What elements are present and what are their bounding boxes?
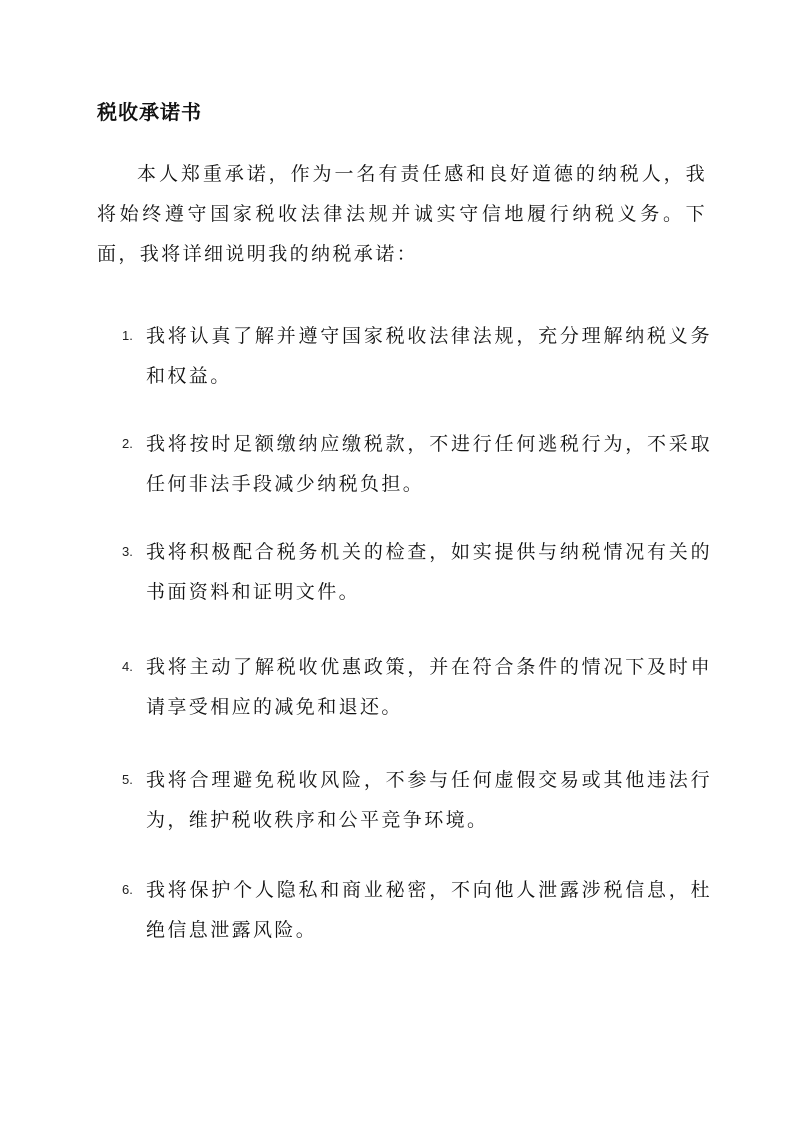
- list-item-text: 我将主动了解税收优惠政策，并在符合条件的情况下及时申请享受相应的减免和退还。: [146, 656, 712, 718]
- list-item-number: 3.: [122, 544, 133, 559]
- list-item-number: 2.: [122, 436, 133, 451]
- list-item-number: 5.: [122, 772, 133, 787]
- list-item-number: 6.: [122, 882, 133, 897]
- document-title: 税收承诺书: [97, 100, 202, 124]
- list-item-number: 4.: [122, 659, 133, 674]
- list-item-text: 我将积极配合税务机关的检查，如实提供与纳税情况有关的书面资料和证明文件。: [146, 541, 712, 603]
- list-item-text: 我将按时足额缴纳应缴税款，不进行任何逃税行为，不采取任何非法手段减少纳税负担。: [146, 433, 712, 495]
- list-item-text: 我将保护个人隐私和商业秘密，不向他人泄露涉税信息，杜绝信息泄露风险。: [146, 879, 712, 941]
- intro-paragraph: 本人郑重承诺，作为一名有责任感和良好道德的纳税人，我将始终遵守国家税收法律法规并诚实守信地履行纳税义务。下面，我将详细说明我的纳税承诺：: [97, 163, 707, 265]
- list-item-number: 1.: [122, 328, 133, 343]
- list-item-text: 我将认真了解并遵守国家税收法律法规，充分理解纳税义务和权益。: [146, 325, 712, 387]
- list-item-text: 我将合理避免税收风险，不参与任何虚假交易或其他违法行为，维护税收秩序和公平竞争环境。: [146, 769, 712, 831]
